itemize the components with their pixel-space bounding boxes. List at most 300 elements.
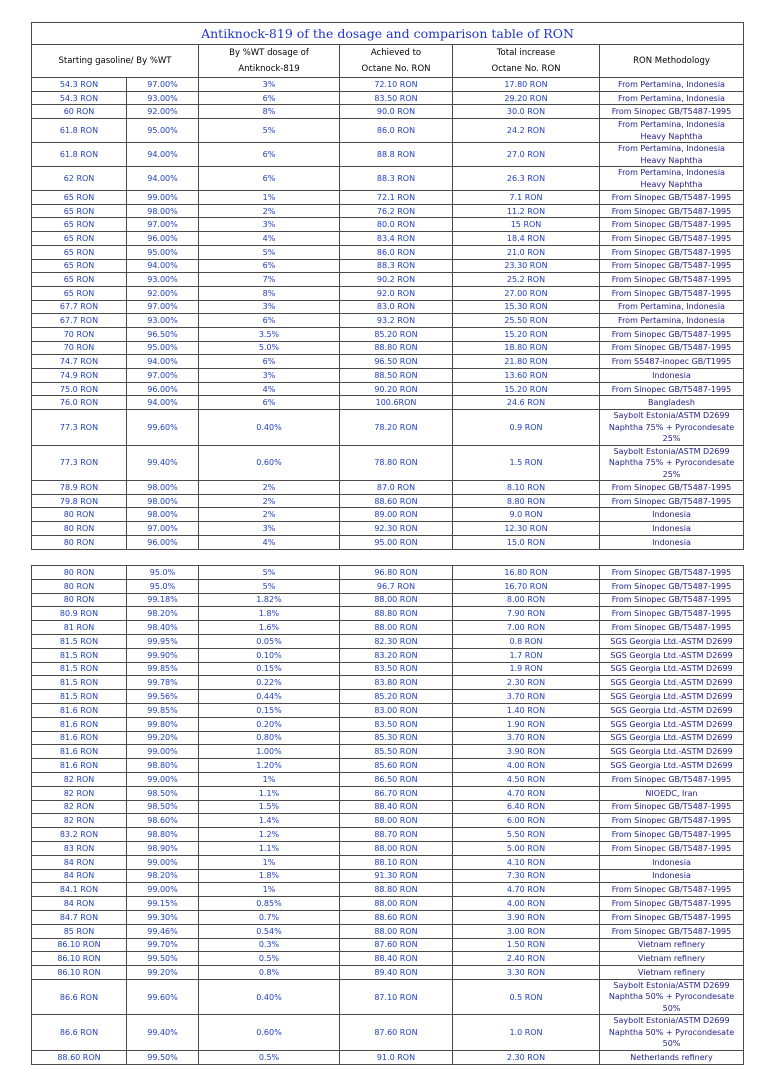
gasoline-wt-cell: 93.00% (127, 91, 199, 105)
table-row (32, 703, 744, 717)
dosage-cell: 6% (199, 143, 340, 167)
achieved-ron-cell: 87.60 RON (340, 938, 453, 952)
table-row (32, 731, 744, 745)
table-row (32, 869, 744, 883)
achieved-ron-cell: 91.30 RON (340, 869, 453, 883)
achieved-ron-cell: 93.2 RON (340, 314, 453, 328)
achieved-ron-cell: 87.0 RON (340, 481, 453, 495)
achieved-ron-cell: 78.20 RON (340, 410, 453, 446)
methodology-cell: From Sinopec GB/T5487-1995 (600, 481, 744, 495)
methodology-cell: From Sinopec GB/T5487-1995 (600, 382, 744, 396)
dosage-cell: 2% (199, 494, 340, 508)
achieved-ron-cell: 86.50 RON (340, 772, 453, 786)
table-row (32, 78, 744, 92)
increase-ron-cell: 18.4 RON (453, 232, 600, 246)
increase-ron-cell: 4.70 RON (453, 786, 600, 800)
increase-ron-cell: 27.0 RON (453, 143, 600, 167)
achieved-ron-cell: 88.50 RON (340, 369, 453, 383)
starting-ron-cell: 75.0 RON (32, 382, 127, 396)
gasoline-wt-cell: 94.00% (127, 143, 199, 167)
starting-ron-cell: 54.3 RON (32, 91, 127, 105)
dosage-cell: 0.22% (199, 676, 340, 690)
increase-ron-cell: 3.90 RON (453, 910, 600, 924)
starting-ron-cell: 54.3 RON (32, 78, 127, 92)
achieved-ron-cell: 85.20 RON (340, 690, 453, 704)
dosage-cell: 4% (199, 382, 340, 396)
gasoline-wt-cell: 99.00% (127, 772, 199, 786)
gasoline-wt-cell: 95.00% (127, 245, 199, 259)
table-row (32, 341, 744, 355)
table-row (32, 938, 744, 952)
dosage-cell: 1% (199, 772, 340, 786)
starting-ron-cell: 81.5 RON (32, 662, 127, 676)
dosage-cell: 5% (199, 566, 340, 580)
gasoline-wt-cell: 99.78% (127, 676, 199, 690)
increase-ron-cell: 25.2 RON (453, 273, 600, 287)
gasoline-wt-cell: 97.00% (127, 218, 199, 232)
table-row (32, 143, 744, 167)
dosage-cell: 3% (199, 300, 340, 314)
methodology-cell: From Sinopec GB/T5487-1995 (600, 828, 744, 842)
gasoline-wt-cell: 99.40% (127, 445, 199, 481)
increase-ron-cell: 21.0 RON (453, 245, 600, 259)
dosage-cell: 0.7% (199, 910, 340, 924)
starting-ron-cell: 61.8 RON (32, 119, 127, 143)
dosage-cell: 7% (199, 273, 340, 287)
achieved-ron-cell: 88.8 RON (340, 143, 453, 167)
achieved-ron-cell: 88.70 RON (340, 828, 453, 842)
achieved-ron-cell: 82.30 RON (340, 634, 453, 648)
methodology-cell: SGS Georgia Ltd.-ASTM D2699 (600, 676, 744, 690)
achieved-ron-cell: 96.7 RON (340, 579, 453, 593)
increase-ron-cell: 1.40 RON (453, 703, 600, 717)
starting-ron-cell: 65 RON (32, 191, 127, 205)
starting-ron-cell: 86.6 RON (32, 1015, 127, 1051)
gasoline-wt-cell: 98.40% (127, 621, 199, 635)
dosage-cell: 1.6% (199, 621, 340, 635)
methodology-cell: Saybolt Estonia/ASTM D2699 Naphtha 50% + Pyrocondesate 50% (600, 1015, 744, 1051)
methodology-cell: From Sinopec GB/T5487-1995 (600, 800, 744, 814)
starting-ron-cell: 80 RON (32, 508, 127, 522)
methodology-cell: From Sinopec GB/T5487-1995 (600, 621, 744, 635)
starting-ron-cell: 65 RON (32, 232, 127, 246)
starting-ron-cell: 81.6 RON (32, 717, 127, 731)
gasoline-wt-cell: 95.0% (127, 566, 199, 580)
table-row (32, 828, 744, 842)
achieved-ron-cell: 88.3 RON (340, 259, 453, 273)
starting-ron-cell: 74.7 RON (32, 355, 127, 369)
methodology-cell: Indonesia (600, 855, 744, 869)
dosage-cell: 6% (199, 91, 340, 105)
increase-ron-cell: 15 RON (453, 218, 600, 232)
increase-ron-cell: 5.50 RON (453, 828, 600, 842)
starting-ron-cell: 82 RON (32, 814, 127, 828)
methodology-cell: From Sinopec GB/T5487-1995 (600, 286, 744, 300)
gasoline-wt-cell: 97.00% (127, 369, 199, 383)
starting-ron-cell: 77.3 RON (32, 445, 127, 481)
table-row (32, 300, 744, 314)
achieved-ron-cell: 83.20 RON (340, 648, 453, 662)
table-row (32, 286, 744, 300)
starting-ron-cell: 65 RON (32, 259, 127, 273)
achieved-ron-cell: 85.30 RON (340, 731, 453, 745)
dosage-cell: 0.40% (199, 979, 340, 1015)
methodology-cell: Netherlands refinery (600, 1050, 744, 1064)
gasoline-wt-cell: 99.85% (127, 662, 199, 676)
methodology-cell: Indonesia (600, 508, 744, 522)
gasoline-wt-cell: 99.20% (127, 966, 199, 980)
table-row (32, 508, 744, 522)
dosage-cell: 1.00% (199, 745, 340, 759)
methodology-cell: From Sinopec GB/T5487-1995 (600, 341, 744, 355)
table-row (32, 218, 744, 232)
increase-ron-cell: 15.20 RON (453, 382, 600, 396)
increase-ron-cell: 1.5 RON (453, 445, 600, 481)
table-row (32, 445, 744, 481)
increase-ron-cell: 1.9 RON (453, 662, 600, 676)
dosage-cell: 1.8% (199, 607, 340, 621)
increase-ron-cell: 30.0 RON (453, 105, 600, 119)
methodology-cell: Indonesia (600, 369, 744, 383)
methodology-cell: SGS Georgia Ltd.-ASTM D2699 (600, 690, 744, 704)
table-row (32, 369, 744, 383)
gasoline-wt-cell: 98.80% (127, 759, 199, 773)
header-ron-methodology: RON Methodology (600, 45, 744, 78)
starting-ron-cell: 85 RON (32, 924, 127, 938)
methodology-cell: SGS Georgia Ltd.-ASTM D2699 (600, 745, 744, 759)
dosage-cell: 0.20% (199, 717, 340, 731)
increase-ron-cell: 8.10 RON (453, 481, 600, 495)
gasoline-wt-cell: 99.20% (127, 731, 199, 745)
gasoline-wt-cell: 98.80% (127, 828, 199, 842)
methodology-cell: From Sinopec GB/T5487-1995 (600, 218, 744, 232)
starting-ron-cell: 81.5 RON (32, 690, 127, 704)
table-row (32, 966, 744, 980)
dosage-comparison-table-1 (31, 22, 744, 550)
starting-ron-cell: 81.5 RON (32, 634, 127, 648)
achieved-ron-cell: 88.00 RON (340, 814, 453, 828)
table-row (32, 800, 744, 814)
starting-ron-cell: 82 RON (32, 800, 127, 814)
dosage-cell: 8% (199, 105, 340, 119)
achieved-ron-cell: 85.50 RON (340, 745, 453, 759)
starting-ron-cell: 84 RON (32, 897, 127, 911)
table-row (32, 897, 744, 911)
starting-ron-cell: 70 RON (32, 327, 127, 341)
table-row (32, 841, 744, 855)
gasoline-wt-cell: 98.00% (127, 481, 199, 495)
table-row (32, 327, 744, 341)
starting-ron-cell: 80.9 RON (32, 607, 127, 621)
dosage-cell: 6% (199, 259, 340, 273)
dosage-cell: 1.5% (199, 800, 340, 814)
methodology-cell: From Pertamina, Indonesia Heavy Naphtha (600, 143, 744, 167)
gasoline-wt-cell: 99.85% (127, 703, 199, 717)
table-row (32, 522, 744, 536)
gasoline-wt-cell: 99.15% (127, 897, 199, 911)
increase-ron-cell: 27.00 RON (453, 286, 600, 300)
table-row (32, 410, 744, 446)
starting-ron-cell: 86.10 RON (32, 938, 127, 952)
methodology-cell: From Sinopec GB/T5487-1995 (600, 204, 744, 218)
starting-ron-cell: 74.9 RON (32, 369, 127, 383)
table-row (32, 191, 744, 205)
methodology-cell: From Sinopec GB/T5487-1995 (600, 232, 744, 246)
starting-ron-cell: 84 RON (32, 855, 127, 869)
table-title: Antiknock-819 of the dosage and comparison table of RON (32, 23, 744, 45)
table-row (32, 1015, 744, 1051)
dosage-cell: 0.54% (199, 924, 340, 938)
achieved-ron-cell: 86.70 RON (340, 786, 453, 800)
achieved-ron-cell: 88.80 RON (340, 883, 453, 897)
increase-ron-cell: 8.80 RON (453, 494, 600, 508)
header-starting-gasoline: Starting gasoline/ By %WT (32, 45, 199, 78)
starting-ron-cell: 80 RON (32, 522, 127, 536)
gasoline-wt-cell: 99.50% (127, 952, 199, 966)
starting-ron-cell: 81.5 RON (32, 648, 127, 662)
increase-ron-cell: 4.00 RON (453, 759, 600, 773)
table-row (32, 232, 744, 246)
starting-ron-cell: 77.3 RON (32, 410, 127, 446)
dosage-cell: 1% (199, 191, 340, 205)
increase-ron-cell: 15.0 RON (453, 535, 600, 549)
dosage-cell: 1% (199, 883, 340, 897)
dosage-cell: 0.05% (199, 634, 340, 648)
increase-ron-cell: 1.90 RON (453, 717, 600, 731)
methodology-cell: From Sinopec GB/T5487-1995 (600, 607, 744, 621)
dosage-cell: 2% (199, 508, 340, 522)
achieved-ron-cell: 89.40 RON (340, 966, 453, 980)
header-dosage: By %WT dosage of Antiknock-819 (199, 45, 340, 78)
achieved-ron-cell: 88.60 RON (340, 494, 453, 508)
achieved-ron-cell: 85.60 RON (340, 759, 453, 773)
methodology-cell: Indonesia (600, 535, 744, 549)
methodology-cell: From Sinopec GB/T5487-1995 (600, 924, 744, 938)
gasoline-wt-cell: 99.18% (127, 593, 199, 607)
gasoline-wt-cell: 93.00% (127, 273, 199, 287)
starting-ron-cell: 61.8 RON (32, 143, 127, 167)
increase-ron-cell: 24.2 RON (453, 119, 600, 143)
methodology-cell: From Sinopec GB/T5487-1995 (600, 191, 744, 205)
starting-ron-cell: 86.10 RON (32, 966, 127, 980)
dosage-cell: 0.5% (199, 952, 340, 966)
dosage-cell: 0.5% (199, 1050, 340, 1064)
dosage-cell: 1.2% (199, 828, 340, 842)
starting-ron-cell: 65 RON (32, 204, 127, 218)
achieved-ron-cell: 83.50 RON (340, 662, 453, 676)
table-row (32, 772, 744, 786)
achieved-ron-cell: 88.00 RON (340, 593, 453, 607)
gasoline-wt-cell: 99.90% (127, 648, 199, 662)
methodology-cell: Vietnam refinery (600, 938, 744, 952)
table-row (32, 119, 744, 143)
achieved-ron-cell: 88.60 RON (340, 910, 453, 924)
starting-ron-cell: 60 RON (32, 105, 127, 119)
methodology-cell: NIOEDC, Iran (600, 786, 744, 800)
table-row (32, 910, 744, 924)
achieved-ron-cell: 72.1 RON (340, 191, 453, 205)
achieved-ron-cell: 83.4 RON (340, 232, 453, 246)
dosage-cell: 6% (199, 167, 340, 191)
dosage-cell: 1.82% (199, 593, 340, 607)
table-row (32, 855, 744, 869)
gasoline-wt-cell: 94.00% (127, 355, 199, 369)
starting-ron-cell: 81.6 RON (32, 745, 127, 759)
achieved-ron-cell: 88.00 RON (340, 621, 453, 635)
gasoline-wt-cell: 96.00% (127, 382, 199, 396)
increase-ron-cell: 23.30 RON (453, 259, 600, 273)
table-row (32, 745, 744, 759)
table-row (32, 662, 744, 676)
dosage-cell: 1.1% (199, 786, 340, 800)
achieved-ron-cell: 88.10 RON (340, 855, 453, 869)
achieved-ron-cell: 88.80 RON (340, 341, 453, 355)
increase-ron-cell: 7.90 RON (453, 607, 600, 621)
table-1-body (32, 78, 744, 550)
achieved-ron-cell: 83.00 RON (340, 703, 453, 717)
dosage-cell: 8% (199, 286, 340, 300)
increase-ron-cell: 7.1 RON (453, 191, 600, 205)
methodology-cell: From Sinopec GB/T5487-1995 (600, 910, 744, 924)
achieved-ron-cell: 92.30 RON (340, 522, 453, 536)
achieved-ron-cell: 90.2 RON (340, 273, 453, 287)
increase-ron-cell: 8.00 RON (453, 593, 600, 607)
achieved-ron-cell: 96.80 RON (340, 566, 453, 580)
table-row (32, 481, 744, 495)
starting-ron-cell: 81.6 RON (32, 703, 127, 717)
gasoline-wt-cell: 98.20% (127, 869, 199, 883)
achieved-ron-cell: 72.10 RON (340, 78, 453, 92)
gasoline-wt-cell: 97.00% (127, 522, 199, 536)
achieved-ron-cell: 88.00 RON (340, 841, 453, 855)
table-row (32, 355, 744, 369)
achieved-ron-cell: 85.20 RON (340, 327, 453, 341)
gasoline-wt-cell: 97.00% (127, 300, 199, 314)
dosage-cell: 2% (199, 204, 340, 218)
table-row (32, 676, 744, 690)
starting-ron-cell: 80 RON (32, 566, 127, 580)
increase-ron-cell: 5.00 RON (453, 841, 600, 855)
methodology-cell: From Sinopec GB/T5487-1995 (600, 494, 744, 508)
gasoline-wt-cell: 99.00% (127, 883, 199, 897)
methodology-cell: Saybolt Estonia/ASTM D2699 Naphtha 50% + Pyrocondesate 50% (600, 979, 744, 1015)
gasoline-wt-cell: 98.60% (127, 814, 199, 828)
gasoline-wt-cell: 99.00% (127, 191, 199, 205)
increase-ron-cell: 21.80 RON (453, 355, 600, 369)
gasoline-wt-cell: 96.00% (127, 535, 199, 549)
dosage-cell: 3% (199, 78, 340, 92)
increase-ron-cell: 2.30 RON (453, 676, 600, 690)
dosage-cell: 0.3% (199, 938, 340, 952)
increase-ron-cell: 0.5 RON (453, 979, 600, 1015)
dosage-cell: 6% (199, 396, 340, 410)
gasoline-wt-cell: 99.60% (127, 979, 199, 1015)
gasoline-wt-cell: 99.70% (127, 938, 199, 952)
table-row (32, 105, 744, 119)
dosage-cell: 3% (199, 369, 340, 383)
gasoline-wt-cell: 99.30% (127, 910, 199, 924)
methodology-cell: From Sinopec GB/T5487-1995 (600, 579, 744, 593)
dosage-cell: 6% (199, 314, 340, 328)
gasoline-wt-cell: 99.60% (127, 410, 199, 446)
starting-ron-cell: 76.0 RON (32, 396, 127, 410)
increase-ron-cell: 3.30 RON (453, 966, 600, 980)
increase-ron-cell: 7.00 RON (453, 621, 600, 635)
dosage-cell: 0.15% (199, 703, 340, 717)
gasoline-wt-cell: 97.00% (127, 78, 199, 92)
increase-ron-cell: 4.70 RON (453, 883, 600, 897)
increase-ron-cell: 0.9 RON (453, 410, 600, 446)
achieved-ron-cell: 92.0 RON (340, 286, 453, 300)
dosage-cell: 1.20% (199, 759, 340, 773)
table-row (32, 579, 744, 593)
increase-ron-cell: 4.00 RON (453, 897, 600, 911)
gasoline-wt-cell: 92.00% (127, 286, 199, 300)
dosage-cell: 0.44% (199, 690, 340, 704)
gasoline-wt-cell: 99.00% (127, 745, 199, 759)
dosage-cell: 3% (199, 522, 340, 536)
table-row (32, 717, 744, 731)
dosage-cell: 3% (199, 218, 340, 232)
table-row (32, 759, 744, 773)
gasoline-wt-cell: 98.90% (127, 841, 199, 855)
header-achieved: Achieved to Octane No. RON (340, 45, 453, 78)
methodology-cell: Saybolt Estonia/ASTM D2699 Naphtha 75% + Pyrocondesate 25% (600, 410, 744, 446)
achieved-ron-cell: 88.3 RON (340, 167, 453, 191)
gasoline-wt-cell: 96.00% (127, 232, 199, 246)
table-row (32, 245, 744, 259)
increase-ron-cell: 3.00 RON (453, 924, 600, 938)
increase-ron-cell: 4.10 RON (453, 855, 600, 869)
dosage-cell: 5% (199, 119, 340, 143)
increase-ron-cell: 6.40 RON (453, 800, 600, 814)
methodology-cell: From Pertamina, Indonesia Heavy Naphtha (600, 167, 744, 191)
methodology-cell: From S5487-inopec GB/T1995 (600, 355, 744, 369)
methodology-cell: SGS Georgia Ltd.-ASTM D2699 (600, 662, 744, 676)
dosage-cell: 1.4% (199, 814, 340, 828)
dosage-cell: 0.85% (199, 897, 340, 911)
table-row (32, 91, 744, 105)
dosage-cell: 1.8% (199, 869, 340, 883)
starting-ron-cell: 80 RON (32, 535, 127, 549)
methodology-cell: From Sinopec GB/T5487-1995 (600, 245, 744, 259)
achieved-ron-cell: 88.80 RON (340, 607, 453, 621)
increase-ron-cell: 18.80 RON (453, 341, 600, 355)
table-row (32, 786, 744, 800)
increase-ron-cell: 11.2 RON (453, 204, 600, 218)
increase-ron-cell: 16.70 RON (453, 579, 600, 593)
methodology-cell: From Pertamina, Indonesia (600, 78, 744, 92)
increase-ron-cell: 4.50 RON (453, 772, 600, 786)
table-row (32, 1050, 744, 1064)
dosage-cell: 0.10% (199, 648, 340, 662)
methodology-cell: Vietnam refinery (600, 966, 744, 980)
methodology-cell: From Sinopec GB/T5487-1995 (600, 566, 744, 580)
starting-ron-cell: 70 RON (32, 341, 127, 355)
achieved-ron-cell: 88.00 RON (340, 924, 453, 938)
starting-ron-cell: 81.5 RON (32, 676, 127, 690)
gasoline-wt-cell: 98.00% (127, 508, 199, 522)
increase-ron-cell: 26.3 RON (453, 167, 600, 191)
gasoline-wt-cell: 98.50% (127, 800, 199, 814)
starting-ron-cell: 81.6 RON (32, 731, 127, 745)
starting-ron-cell: 86.6 RON (32, 979, 127, 1015)
achieved-ron-cell: 78.80 RON (340, 445, 453, 481)
starting-ron-cell: 84.7 RON (32, 910, 127, 924)
achieved-ron-cell: 100.6RON (340, 396, 453, 410)
gasoline-wt-cell: 94.00% (127, 259, 199, 273)
achieved-ron-cell: 76.2 RON (340, 204, 453, 218)
